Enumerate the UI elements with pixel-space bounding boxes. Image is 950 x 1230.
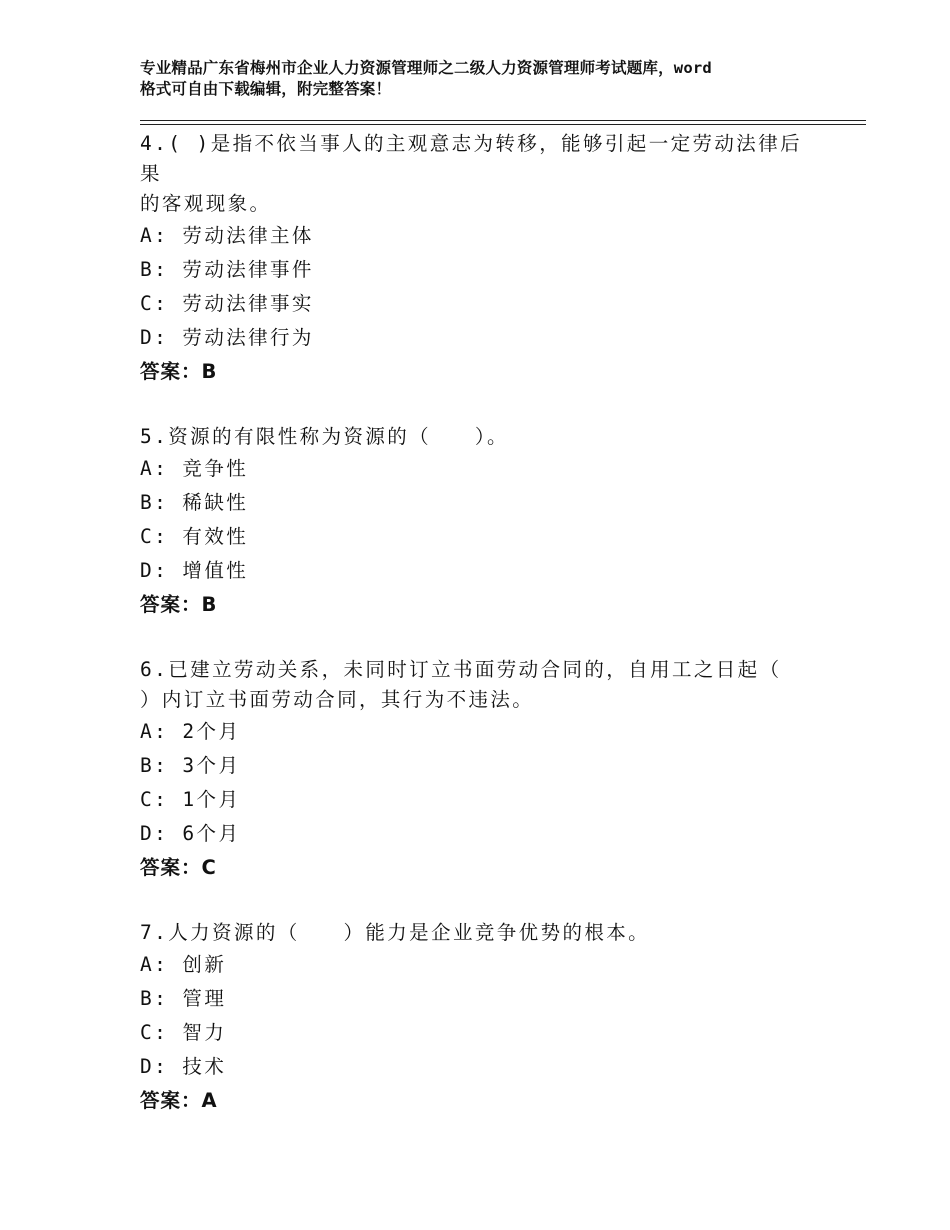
option-b: B: 管理 — [140, 987, 227, 1010]
question-6 — [140, 654, 866, 885]
header-line-1: 专业精品广东省梅州市企业人力资源管理师之二级人力资源管理师考试题库，word — [140, 59, 712, 77]
answer: 答案：C — [140, 856, 217, 879]
question-stem — [140, 654, 820, 715]
header-divider-top — [140, 120, 866, 121]
question-stem-line: 4.( )是指不依当事人的主观意志为转移，能够引起一定劳动法律后果 — [140, 132, 803, 185]
option-d: D: 6个月 — [140, 822, 241, 845]
answer: 答案：B — [140, 593, 218, 616]
option-b: B: 3个月 — [140, 754, 241, 777]
header-line-2: 格式可自由下载编辑，附完整答案！ — [140, 80, 392, 98]
option-b: B: 稀缺性 — [140, 491, 249, 514]
option-d: D: 技术 — [140, 1055, 227, 1078]
option-a: A: 竞争性 — [140, 457, 249, 480]
option-c: C: 1个月 — [140, 788, 241, 811]
question-stem — [140, 421, 820, 452]
option-b: B: 劳动法律事件 — [140, 258, 314, 281]
question-list — [140, 128, 866, 1150]
answer: 答案：A — [140, 1089, 218, 1112]
question-stem-line: 5.资源的有限性称为资源的（ ）。 — [140, 425, 509, 448]
option-a: A: 劳动法律主体 — [140, 224, 314, 247]
option-c: C: 劳动法律事实 — [140, 292, 314, 315]
question-stem — [140, 128, 820, 219]
header-divider-bottom — [140, 124, 866, 125]
answer: 答案：B — [140, 360, 218, 383]
option-a: A: 2个月 — [140, 720, 241, 743]
question-5 — [140, 421, 866, 622]
question-stem-line: 7.人力资源的（ ）能力是企业竞争优势的根本。 — [140, 921, 651, 944]
question-4 — [140, 128, 866, 389]
option-c: C: 智力 — [140, 1021, 227, 1044]
document-header — [140, 58, 860, 100]
option-d: D: 增值性 — [140, 559, 249, 582]
question-stem-line: 的客观现象。 — [140, 192, 272, 215]
question-stem-line: ）内订立书面劳动合同，其行为不违法。 — [140, 688, 535, 711]
option-a: A: 创新 — [140, 953, 227, 976]
question-7 — [140, 917, 866, 1118]
question-stem-line: 6.已建立劳动关系，未同时订立书面劳动合同的，自用工之日起（ — [140, 658, 782, 681]
question-stem — [140, 917, 820, 948]
option-d: D: 劳动法律行为 — [140, 326, 314, 349]
option-c: C: 有效性 — [140, 525, 249, 548]
